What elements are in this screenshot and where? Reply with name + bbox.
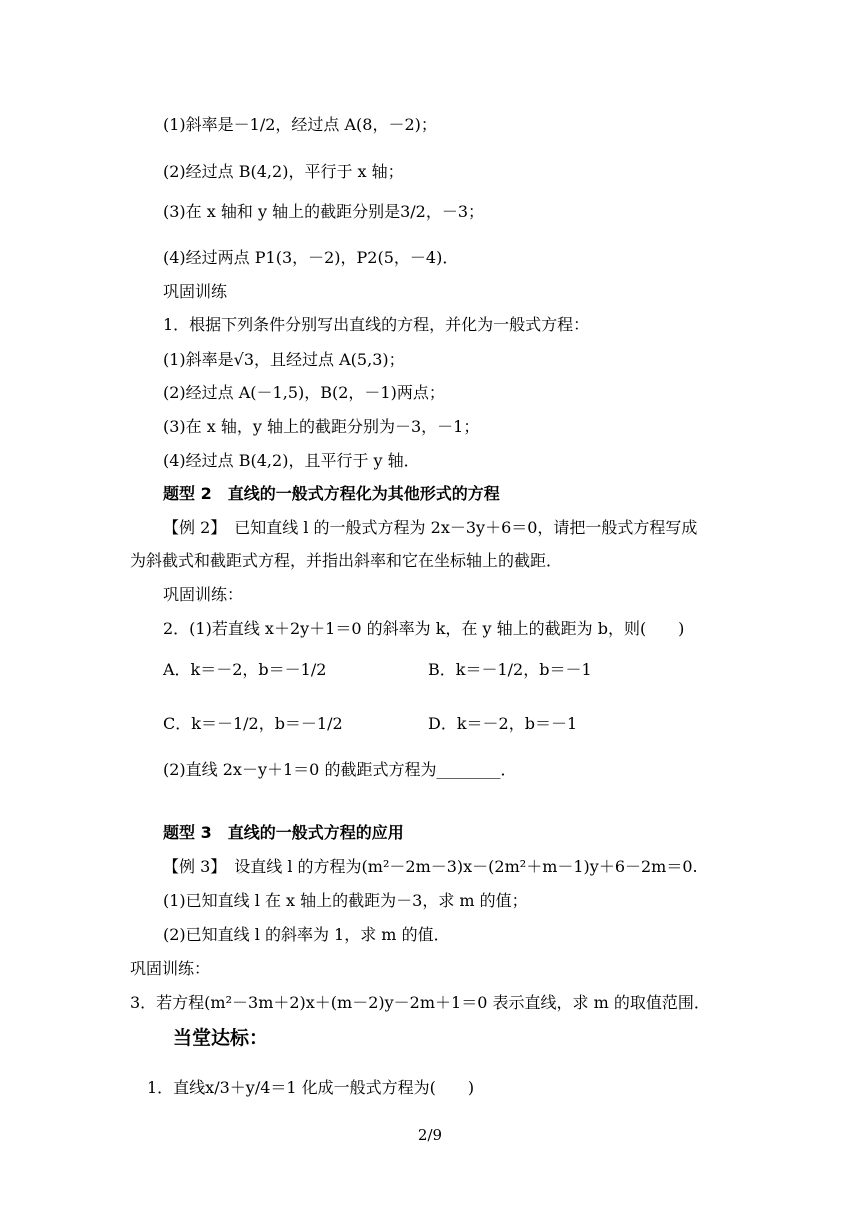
example-2-line-1: 【例 2】 已知直线 l 的一般式方程为 2x－3y＋6＝0，请把一般式方程写成 [163,518,698,537]
line-8: (2)经过点 A(－1,5)，B(2，－1)两点； [163,383,445,402]
section-label-practice: 巩固训练 [163,282,228,301]
line-1: (1)斜率是－1/2，经过点 A(8，－2)； [163,115,437,134]
line-2: (2)经过点 B(4,2)，平行于 x 轴； [163,162,404,181]
question-3: 3．若方程(m²－3m＋2)x＋(m－2)y－2m＋1＝0 表示直线，求 m 的取值范围． [130,993,710,1012]
option-a: A．k＝－2，b＝－1/2 [163,660,327,679]
example-3-line: 【例 3】 设直线 l 的方程为(m²－2m－3)x－(2m²＋m－1)y＋6－2m＝0. [163,857,698,876]
line-6: 1．根据下列条件分别写出直线的方程，并化为一般式方程： [163,315,590,334]
line-4: (4)经过两点 P1(3，－2)，P2(5，－4)． [163,248,459,267]
line-9: (3)在 x 轴，y 轴上的截距分别为－3，－1； [163,417,480,436]
page-number: 2/9 [417,1126,443,1144]
example-3-part-1: (1)已知直线 l 在 x 轴上的截距为－3，求 m 的值； [163,891,528,910]
line-3: (3)在 x 轴和 y 轴上的截距分别是3/2，－3； [163,202,485,221]
line-10: (4)经过点 B(4,2)，且平行于 y 轴． [163,451,420,470]
section-label-practice-2: 巩固训练： [163,585,244,604]
heading-in-class-check: 当堂达标： [173,1027,269,1049]
line-7: (1)斜率是√3，且经过点 A(5,3)； [163,350,405,369]
example-3-part-2: (2)已知直线 l 的斜率为 1，求 m 的值． [163,925,450,944]
heading-type-3: 题型 3 直线的一般式方程的应用 [163,823,404,842]
option-b: B．k＝－1/2，b＝－1 [428,660,592,679]
heading-type-2: 题型 2 直线的一般式方程化为其他形式的方程 [163,484,500,503]
question-2-2: (2)直线 2x－y＋1＝0 的截距式方程为________． [163,760,517,779]
section-label-practice-3: 巩固训练： [130,959,211,978]
option-c: C．k＝－1/2，b＝－1/2 [163,714,343,733]
example-2-line-2: 为斜截式和截距式方程，并指出斜率和它在坐标轴上的截距． [130,551,563,570]
question-2-1: 2．(1)若直线 x＋2y＋1＝0 的斜率为 k，在 y 轴上的截距为 b，则( ) [163,619,685,638]
check-question-1: 1．直线x/3＋y/4＝1 化成一般式方程为( ) [147,1078,475,1097]
option-d: D．k＝－2，b＝－1 [428,714,578,733]
